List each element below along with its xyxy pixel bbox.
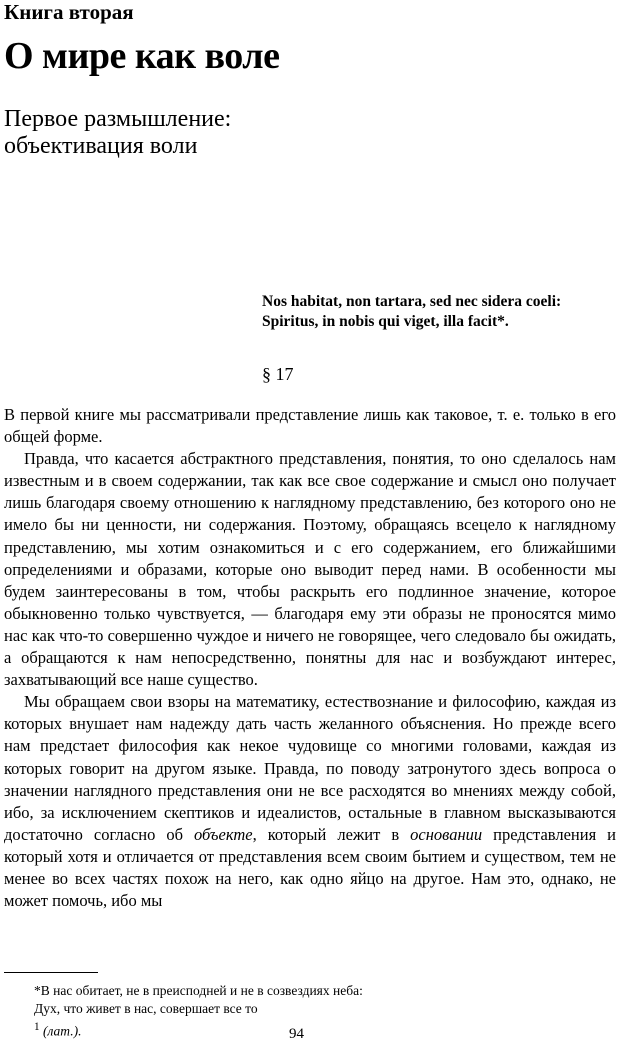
footnote-rule <box>4 972 98 973</box>
paragraph-text: представления и который хотя и отличается от представления всем своим бытием и существом, тем не менее во всех частях похож на него, как одно яйцо на другое. Нам это, однако, не может помочь, ибо мы <box>4 824 616 911</box>
body-text <box>4 404 616 912</box>
chapter-title-line-2: объективация воли <box>4 133 198 159</box>
chapter-title-line-1: Первое размышление: <box>4 106 232 132</box>
page-number: 94 <box>289 1026 304 1042</box>
section-mark: § 17 <box>262 364 294 384</box>
book-label: Книга вторая <box>4 0 134 24</box>
chapter-title <box>4 106 231 160</box>
footnote-lang: (лат.). <box>43 1023 82 1039</box>
epigraph <box>262 292 561 332</box>
emphasis-objekt: объекте <box>194 824 253 844</box>
footnote-line-1: *В нас обитает, не в преисподней и не в созвездиях неба: <box>34 983 363 998</box>
emphasis-osnovanii: основании <box>410 824 483 844</box>
footnote <box>34 982 363 1041</box>
book-title: О мире как воле <box>4 35 280 77</box>
footnote-line-2 <box>34 1000 363 1041</box>
epigraph-line-2: Spiritus, in nobis qui viget, illa facit*. <box>262 313 509 330</box>
epigraph-line-1: Nos habitat, non tartara, sed nec sidera coeli: <box>262 293 562 310</box>
paragraph <box>4 691 616 912</box>
paragraph: Правда, что касается абстрактного представления, понятия, то оно сделалось нам известным и в своем содержании, так как все свое содержание и смысл оно получает лишь благодаря своему отношению к наглядному представлению, без которого оно не имело бы ни ценности, ни содержания. Поэтому, обращаясь всецело к наглядному представлению, мы хотим ознакомиться и с его содержанием, его ближайшими определениями и образами, которые оно выводит перед нами. В особенности мы будем заинтересованы в том, чтобы раскрыть его подлинное значение, которое обыкновенно только чувствуется, — благодаря ему эти образы не проносятся мимо нас как что-то совершенно чуждое и ничего не говорящее, чего следовало бы ожидать, а обращаются к нам непосредственно, понятны для нас и возбуждают интерес, захватывающий все наше существо. <box>4 449 616 690</box>
paragraph: В первой книге мы рассматривали представление лишь как таковое, т. е. только в его общей форме. <box>4 405 616 447</box>
footnote-text: Дух, что живет в нас, совершает все то <box>34 1001 258 1016</box>
paragraph-text: Мы обращаем свои взоры на математику, естествознание и философию, каждая из которых внушает нам надежду дать часть желанного объяснения. Но прежде всего нам предстает философия как некое чудовище со многими головами, каждая из которых говорит на другом языке. Правда, по поводу затронутого здесь вопроса о значении наглядного представления они не все расходятся во мнениях между собой, ибо, за исключением скептиков и идеалистов, остальные в главном высказываются достаточно согласно об <box>4 692 616 844</box>
footnote-ref: 1 <box>34 1021 40 1033</box>
paragraph-text: , который лежит в <box>252 824 411 844</box>
